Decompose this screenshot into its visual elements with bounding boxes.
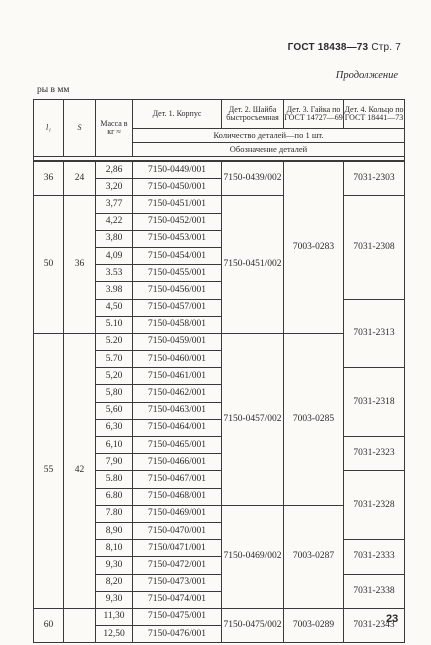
det1-cell: 7150-0469/001 — [133, 505, 222, 522]
mass-cell: 7,90 — [96, 454, 133, 471]
mass-cell: 11,30 — [96, 608, 133, 625]
det4-cell: 7031-2323 — [344, 437, 405, 471]
quantity-header: Количество деталей—по 1 шт. — [133, 129, 405, 143]
det1-cell: 7150-0455/001 — [133, 265, 222, 282]
mass-cell: 3,80 — [96, 230, 133, 247]
mass-cell: 3,20 — [96, 179, 133, 196]
det4-cell: 7031-2328 — [344, 471, 405, 540]
mass-cell: 2,86 — [96, 161, 133, 179]
det1-cell: 7150/0471/001 — [133, 540, 222, 557]
det1-cell: 7150-0464/001 — [133, 419, 222, 436]
det1-cell: 7150-0458/001 — [133, 316, 222, 333]
col-det2-header: Дет. 2. Шайба быстросъемная — [222, 100, 284, 129]
det1-cell: 7150-0454/001 — [133, 247, 222, 264]
det1-cell: 7150-0450/001 — [133, 179, 222, 196]
det1-cell: 7150-0459/001 — [133, 333, 222, 350]
det1-cell: 7150-0457/001 — [133, 299, 222, 316]
table-row — [34, 196, 405, 213]
det3-cell: 7003-0287 — [284, 505, 344, 608]
det2-cell: 7150-0451/002 — [222, 196, 284, 334]
det2-cell: 7150-0469/002 — [222, 505, 284, 608]
det1-cell: 7150-0452/001 — [133, 213, 222, 230]
mass-cell: 9,30 — [96, 591, 133, 608]
det1-cell: 7150-0466/001 — [133, 454, 222, 471]
mass-cell: 5,60 — [96, 402, 133, 419]
col-det1-header: Дет. 1. Корпус — [133, 100, 222, 129]
det1-cell: 7150-0474/001 — [133, 591, 222, 608]
det1-cell: 7150-0461/001 — [133, 368, 222, 385]
mass-cell: 5,80 — [96, 385, 133, 402]
spec-table — [33, 99, 405, 643]
det1-cell: 7150-0462/001 — [133, 385, 222, 402]
col-det3-header: Дет. 3. Гайка по ГОСТ 14727—69 — [284, 100, 344, 129]
page-number: 23 — [386, 613, 399, 625]
det1-cell: 7150-0465/001 — [133, 437, 222, 454]
mass-cell: 5.20 — [96, 333, 133, 350]
standard-number: ГОСТ 18438—73 — [287, 42, 369, 53]
det4-cell: 7031-2338 — [344, 574, 405, 608]
det4-cell: 7031-2318 — [344, 368, 405, 437]
designation-header: Обозначение деталей — [133, 143, 405, 157]
mass-cell: 3.98 — [96, 282, 133, 299]
det1-cell: 7150-0468/001 — [133, 488, 222, 505]
det1-cell: 7150-0463/001 — [133, 402, 222, 419]
s-cell — [64, 608, 96, 642]
table-row — [34, 161, 405, 179]
mass-cell: 3.53 — [96, 265, 133, 282]
mass-cell: 6.80 — [96, 488, 133, 505]
l1-cell: 50 — [34, 196, 64, 334]
col-det4-header: Дет. 4. Кольцо по ГОСТ 18441—73 — [344, 100, 405, 129]
mass-cell: 7.80 — [96, 505, 133, 522]
mass-cell: 5.80 — [96, 471, 133, 488]
l1-cell: 36 — [34, 161, 64, 196]
det1-cell: 7150-0453/001 — [133, 230, 222, 247]
mass-cell: 9,30 — [96, 557, 133, 574]
col-mass-header: Масса в кг ≈ — [96, 100, 133, 157]
det1-cell: 7150-0451/001 — [133, 196, 222, 213]
l1-cell: 55 — [34, 333, 64, 608]
det1-cell: 7150-0473/001 — [133, 574, 222, 591]
mass-cell: 4,09 — [96, 247, 133, 264]
det2-cell: 7150-0439/002 — [222, 161, 284, 196]
mass-cell: 5,20 — [96, 368, 133, 385]
mass-cell: 5.10 — [96, 316, 133, 333]
det4-cell: 7031-2303 — [344, 161, 405, 196]
l1-cell: 60 — [34, 608, 64, 642]
det3-cell: 7003-0285 — [284, 333, 344, 505]
col-s-header: S — [64, 100, 96, 157]
s-cell: 36 — [64, 196, 96, 334]
det1-cell: 7150-0456/001 — [133, 282, 222, 299]
det4-cell: 7031-2313 — [344, 299, 405, 368]
mass-cell: 8,90 — [96, 522, 133, 539]
det1-cell: 7150-0460/001 — [133, 351, 222, 368]
mass-cell: 3,77 — [96, 196, 133, 213]
mass-cell: 4,22 — [96, 213, 133, 230]
det1-cell: 7150-0472/001 — [133, 557, 222, 574]
mass-cell: 6,10 — [96, 437, 133, 454]
det3-cell: 7003-0283 — [284, 161, 344, 333]
mass-cell: 5.70 — [96, 351, 133, 368]
mass-cell: 8,10 — [96, 540, 133, 557]
det1-cell: 7150-0449/001 — [133, 161, 222, 179]
det2-cell: 7150-0457/002 — [222, 333, 284, 505]
continued-label: Продолжение — [335, 70, 398, 81]
det1-cell: 7150-0476/001 — [133, 626, 222, 643]
mass-cell: 4,50 — [96, 299, 133, 316]
det1-cell: 7150-0475/001 — [133, 608, 222, 625]
det1-cell: 7150-0467/001 — [133, 471, 222, 488]
det3-cell: 7003-0289 — [284, 608, 344, 642]
units-label: ры в мм — [37, 85, 70, 95]
det4-cell: 7031-2343 — [344, 608, 405, 642]
det2-cell: 7150-0475/002 — [222, 608, 284, 642]
mass-cell: 12,50 — [96, 626, 133, 643]
col-l1-header: l₁ — [34, 100, 64, 157]
mass-cell: 6,30 — [96, 419, 133, 436]
page-header — [288, 42, 401, 53]
s-cell: 24 — [64, 161, 96, 196]
det1-cell: 7150-0470/001 — [133, 522, 222, 539]
det4-cell: 7031-2333 — [344, 540, 405, 574]
s-cell: 42 — [64, 333, 96, 608]
mass-cell: 8,20 — [96, 574, 133, 591]
det4-cell: 7031-2308 — [344, 196, 405, 299]
table-row — [34, 608, 405, 625]
page-label: Стр. 7 — [371, 42, 401, 53]
